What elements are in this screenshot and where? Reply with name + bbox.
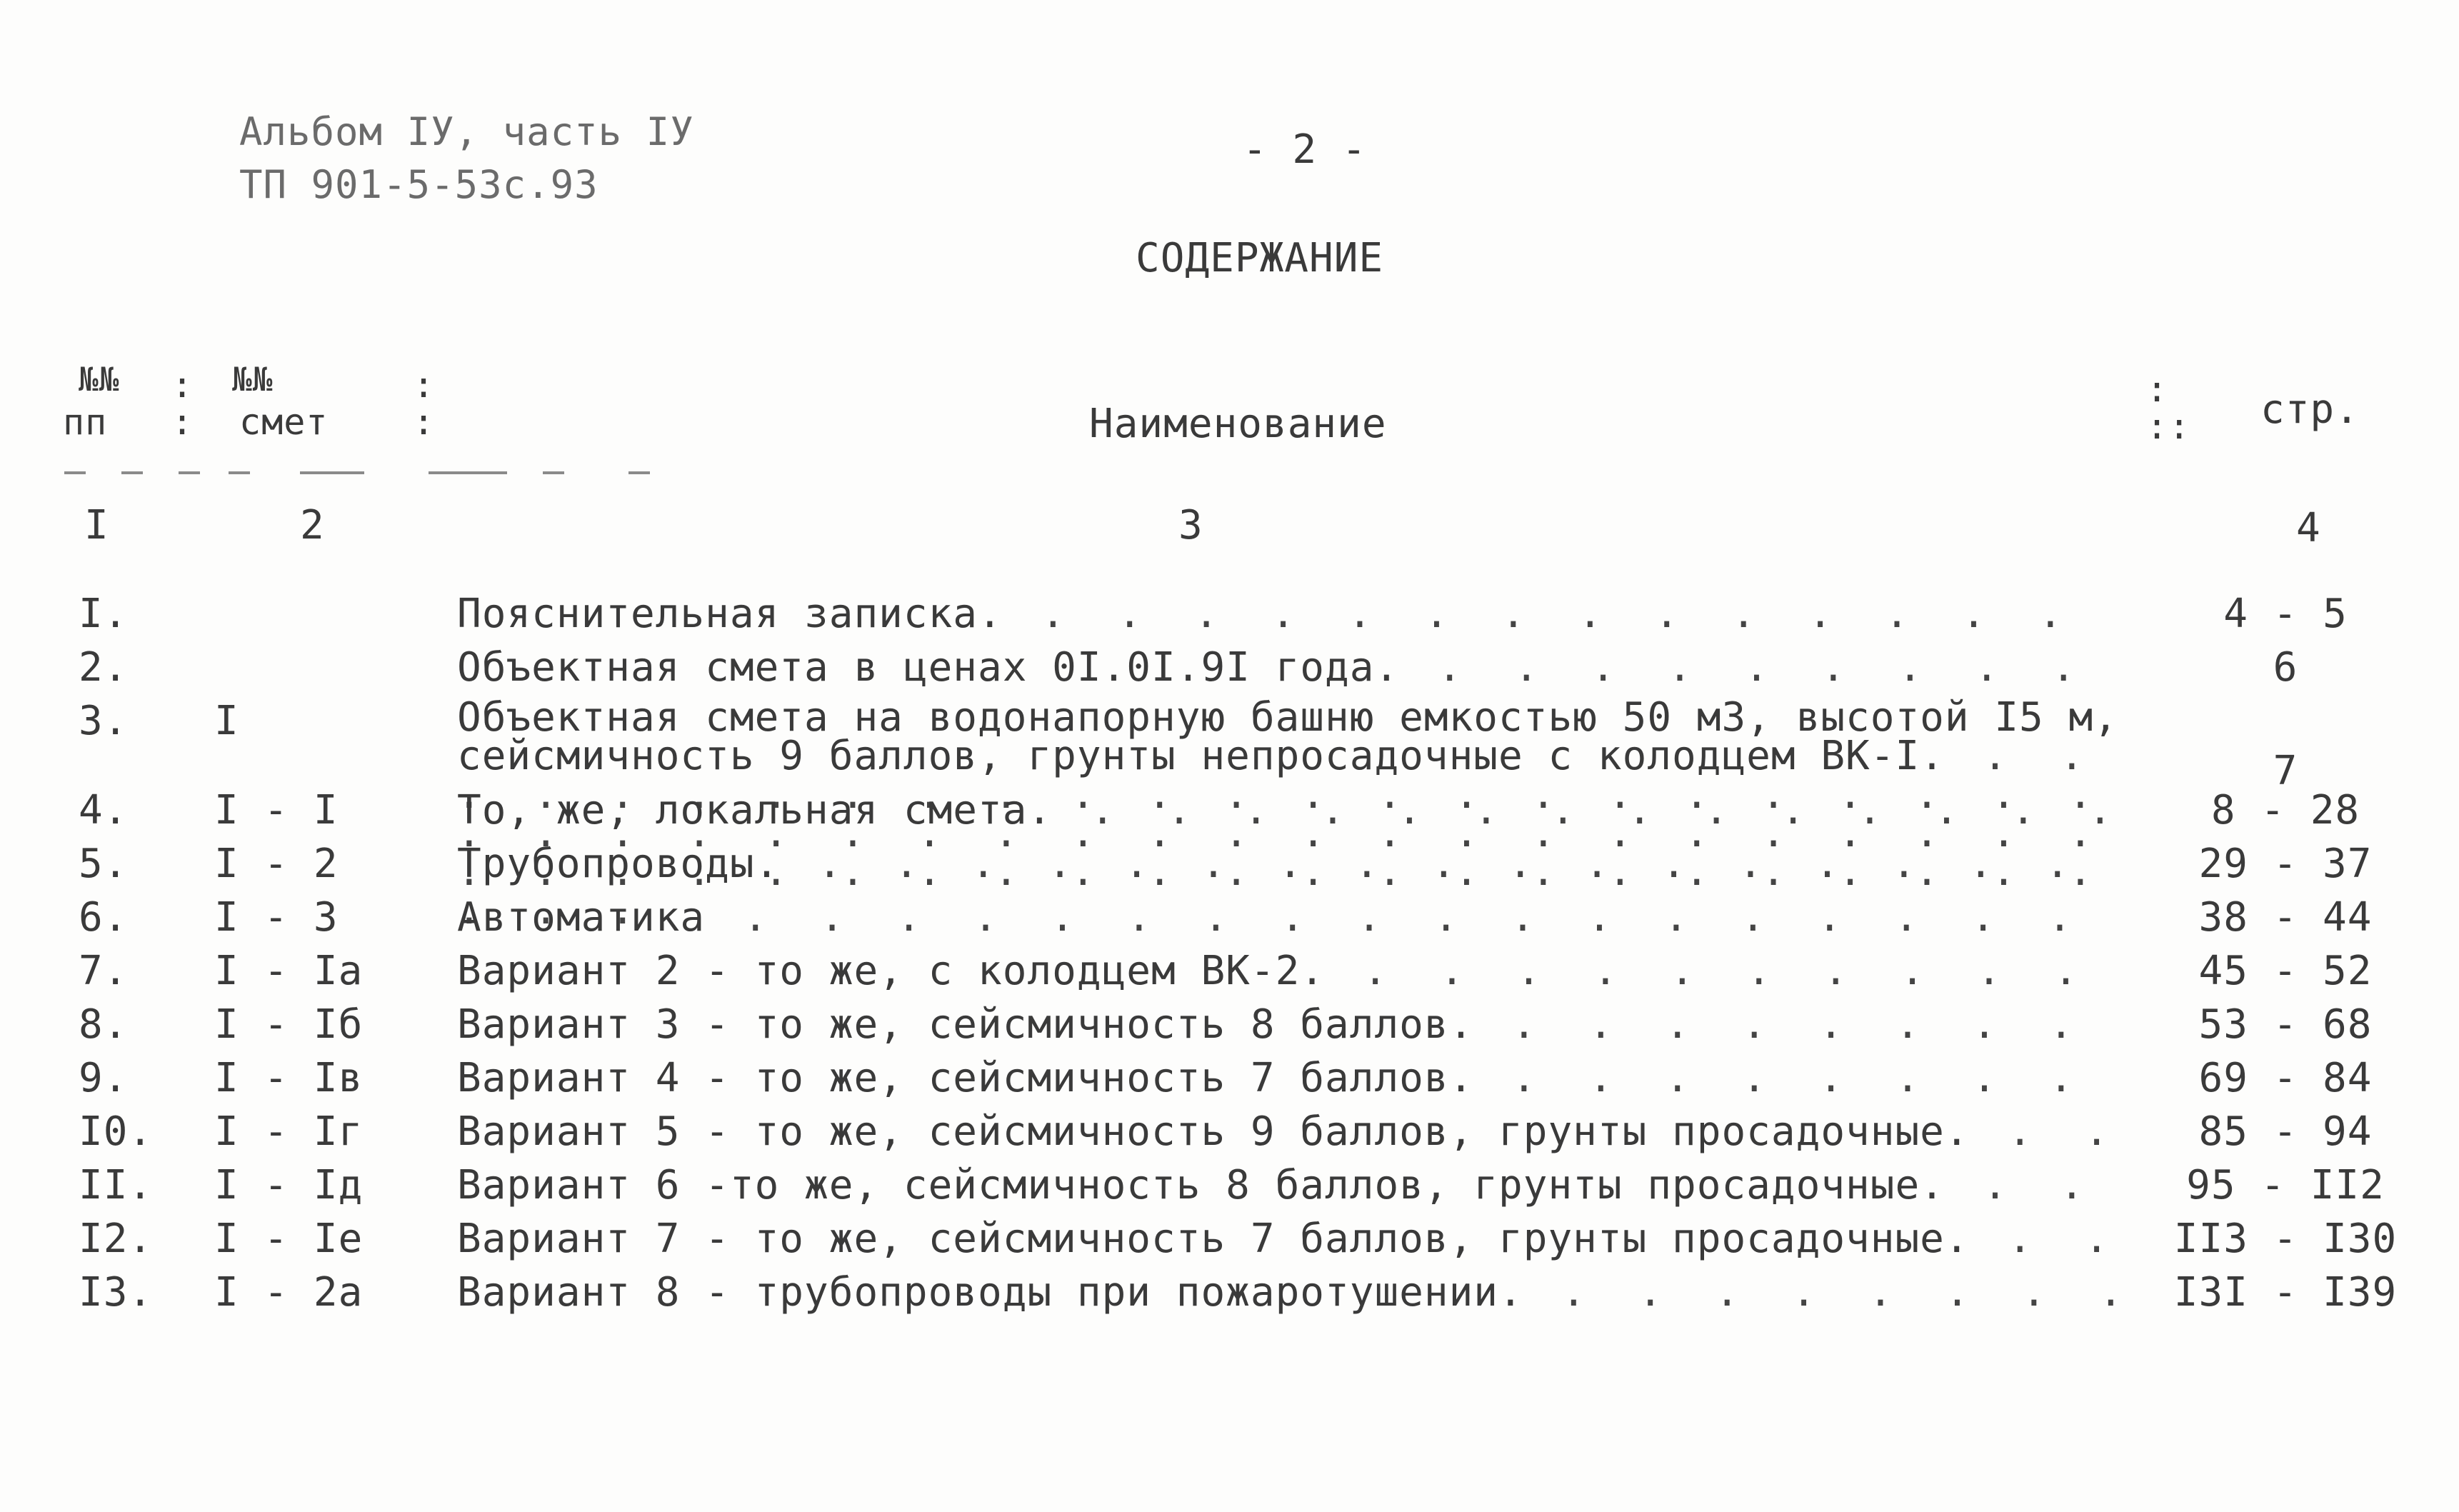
- row-title: Трубопроводы. . . .: [457, 841, 2121, 887]
- toc-row: [0, 645, 2459, 691]
- rule-dash: [429, 471, 507, 474]
- project-code: ТП 901-5-53с.93: [239, 162, 599, 207]
- row-estimate: I - I: [214, 787, 339, 833]
- row-number: 3.: [79, 698, 129, 744]
- row-estimate: I - Iв: [214, 1055, 364, 1101]
- toc-row: [0, 895, 2459, 941]
- toc-row: [0, 1056, 2459, 1101]
- row-number: I2.: [79, 1216, 154, 1262]
- col-num-top: №№: [79, 360, 120, 399]
- rule-dash: [121, 471, 143, 474]
- row-estimate: I - Iа: [214, 948, 364, 994]
- row-number: II.: [79, 1162, 154, 1208]
- row-title: Вариант 6 -то же, сейсмичность 8 баллов, грунты просадочные. . . .: [457, 1163, 2121, 1208]
- toc-row: [0, 1163, 2459, 1208]
- row-page: 29 - 37: [2198, 841, 2373, 887]
- row-number: I3.: [79, 1269, 154, 1316]
- toc-row: [0, 1216, 2459, 1262]
- toc-row: [0, 1109, 2459, 1155]
- row-page: 7: [2273, 748, 2298, 794]
- row-page: 53 - 68: [2198, 1001, 2373, 1048]
- toc-row: [0, 1270, 2459, 1316]
- col-sep-2: :: [413, 364, 436, 406]
- col-est-top: №№: [232, 360, 274, 399]
- col-index-4: 4: [2296, 505, 2321, 551]
- row-number: 7.: [79, 948, 129, 994]
- row-number: 5.: [79, 841, 129, 887]
- row-estimate: I - 3: [214, 894, 339, 941]
- toc-row: [0, 699, 2459, 798]
- toc-row: [0, 788, 2459, 833]
- col-sep-3: :: [2146, 369, 2169, 410]
- row-estimate: I - 2а: [214, 1269, 364, 1316]
- row-estimate: I: [214, 698, 239, 744]
- album-label: Альбом IУ, часть IУ: [239, 109, 694, 154]
- row-title: Вариант 3 - то же, сейсмичность 8 баллов. . . .: [457, 1002, 2121, 1048]
- row-page: 69 - 84: [2198, 1055, 2373, 1101]
- document-title: СОДЕРЖАНИЕ: [1136, 235, 1384, 281]
- row-title: Объектная смета на водонапорную башню емкостью 50 м3, высотой I5 м, сейсмичность 9 баллов, грунты непросадочные с колодцем ВК-I. . . .: [457, 699, 2121, 930]
- row-page: I3I - I39: [2173, 1269, 2398, 1316]
- row-title: Вариант 4 - то же, сейсмичность 7 баллов. . . .: [457, 1056, 2121, 1101]
- col-sep-2b: :: [413, 401, 436, 443]
- row-title: Вариант 5 - то же, сейсмичность 9 баллов, грунты просадочные. . . .: [457, 1109, 2121, 1155]
- rule-dash: [64, 471, 86, 474]
- row-number: 6.: [79, 894, 129, 941]
- toc-row: [0, 948, 2459, 994]
- rule-dash: [229, 471, 250, 474]
- row-estimate: I - Iг: [214, 1108, 364, 1155]
- col-index-1: I: [84, 502, 109, 549]
- row-number: 9.: [79, 1055, 129, 1101]
- row-page: 85 - 94: [2198, 1108, 2373, 1155]
- row-number: 8.: [79, 1001, 129, 1048]
- toc-row: [0, 1002, 2459, 1048]
- toc-row: [0, 591, 2459, 637]
- row-title: Объектная смета в ценах 0I.0I.9I года. . . .: [457, 645, 2121, 691]
- page-number: - 2 -: [1243, 126, 1367, 173]
- row-page: 38 - 44: [2198, 894, 2373, 941]
- col-name: Наименование: [1089, 401, 1387, 447]
- row-title: Пояснительная записка. . . .: [457, 591, 2121, 637]
- row-number: 4.: [79, 787, 129, 833]
- row-estimate: I - Iе: [214, 1216, 364, 1262]
- row-title: Автоматика . . .: [457, 895, 2121, 941]
- row-page: 6: [2273, 644, 2298, 691]
- col-est-bottom: смет: [239, 401, 329, 443]
- col-page: стр.: [2260, 386, 2360, 433]
- row-estimate: I - 2: [214, 841, 339, 887]
- rule-dash: [179, 471, 200, 474]
- row-page: 8 - 28: [2210, 787, 2360, 833]
- row-page: 45 - 52: [2198, 948, 2373, 994]
- row-title: Вариант 2 - то же, с колодцем ВК-2. . . .: [457, 948, 2121, 994]
- rule-dash: [628, 471, 650, 474]
- row-page: 95 - II2: [2186, 1162, 2385, 1208]
- row-page: II3 - I30: [2173, 1216, 2398, 1262]
- row-number: 2.: [79, 644, 129, 691]
- col-sep-1: :: [171, 364, 194, 406]
- rule-dash: [543, 471, 564, 474]
- toc-row: [0, 841, 2459, 887]
- col-num-bottom: пп: [63, 401, 108, 443]
- row-number: I.: [79, 591, 129, 637]
- row-number: I0.: [79, 1108, 154, 1155]
- col-index-2: 2: [300, 502, 325, 549]
- col-sep-1b: :: [171, 401, 194, 443]
- col-index-3: 3: [1178, 502, 1203, 549]
- row-estimate: I - Iб: [214, 1001, 364, 1048]
- row-title: Вариант 7 - то же, сейсмичность 7 баллов, грунты просадочные. . . .: [457, 1216, 2121, 1262]
- row-title: Вариант 8 - трубопроводы при пожаротушении. . . .: [457, 1270, 2121, 1316]
- rule-dash: [300, 471, 364, 474]
- row-title: То, же, локальная смета. . . .: [457, 788, 2121, 833]
- row-page: 4 - 5: [2223, 591, 2348, 637]
- col-sep-3b: ::: [2146, 406, 2191, 447]
- row-estimate: I - Iд: [214, 1162, 364, 1208]
